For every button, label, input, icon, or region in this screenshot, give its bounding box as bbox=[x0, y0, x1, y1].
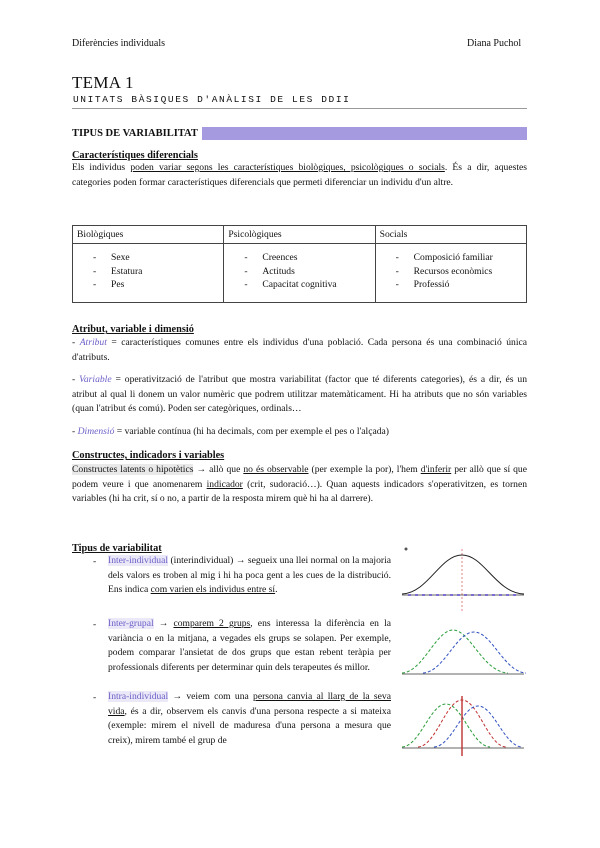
text: = operativització de l'atribut que mostra variabilitat (factor que té diferents categories), és a dir, és un atribut al qual li donem un valor numèric que podrem utilitzar matemàticament. Hi ha atributs que no són variables (quan l'atribut és comú). Poden ser categòriques, ordinals… bbox=[72, 374, 528, 414]
list-item: - Pes bbox=[77, 278, 219, 292]
text: → allò que bbox=[193, 464, 244, 475]
figure-curve-group-a bbox=[402, 630, 508, 673]
figure-curve bbox=[402, 555, 524, 594]
text-underlined: no és observable bbox=[243, 464, 309, 475]
table-cell bbox=[73, 244, 224, 303]
text: per allò que sí que podem veure i que anomenarem bbox=[72, 464, 527, 490]
table-cell bbox=[224, 244, 375, 303]
page-subtitle: UNITATS BÀSIQUES D'ANÀLISI DE LES DDII bbox=[73, 94, 351, 105]
term-intra-individual: Intra-individual bbox=[108, 691, 169, 702]
heading-atribut: Atribut, variable i dimensió bbox=[72, 324, 194, 335]
bullet-intergrupal bbox=[108, 617, 391, 675]
text: (per exemple la por), l'hem bbox=[308, 464, 421, 475]
text-underlined: persona canvia al llarg de la seva vida bbox=[108, 691, 391, 717]
section-band bbox=[72, 127, 527, 140]
text-underlined: indicador bbox=[206, 478, 243, 490]
categories-table bbox=[72, 225, 527, 303]
figure-curve-1 bbox=[402, 704, 490, 747]
heading-constructes: Constructes, indicadors i variables bbox=[72, 450, 225, 461]
term-atribut: Atribut bbox=[79, 337, 107, 348]
text: = característiques comunes entre els individus d'una població. Cada persona és una combinació única d'atributs. bbox=[72, 337, 528, 363]
two-groups-figure bbox=[398, 622, 528, 682]
text-underlined: comparem 2 grups bbox=[173, 618, 251, 629]
text-highlight: Constructes latents o hipotètics bbox=[72, 464, 194, 475]
text: (crit, sudoració…). Quan aquests indicadors s'operativitzen, es tornen variables (hi ha crit, sí o no, a partir de la resposta mirem què hi ha al darrere). bbox=[72, 478, 528, 504]
text: , és a dir, observem els canvis d'una persona respecte a si mateixa (exemple: mirem el nivell de maduresa d'una persona a mesura que creix), mirem també el grup de bbox=[108, 705, 391, 746]
text: → veiem com una bbox=[168, 691, 254, 702]
paragraph-caracteristiques bbox=[72, 161, 527, 190]
term-variable: Variable bbox=[79, 374, 112, 385]
list-item: - Capacitat cognitiva bbox=[228, 278, 370, 292]
text-underlined: poden variar segons les característiques biològiques, psicològiques o socials bbox=[130, 162, 445, 173]
list-item: - Creences bbox=[228, 251, 370, 265]
term-inter-grupal: Inter-grupal bbox=[108, 618, 154, 629]
text: → bbox=[153, 618, 174, 629]
title-divider bbox=[72, 108, 527, 109]
list-item: - Actituds bbox=[228, 265, 370, 279]
table-cell bbox=[375, 244, 526, 303]
text-underlined: d'inferir bbox=[420, 464, 452, 475]
heading-tipus: Tipus de variabilitat bbox=[72, 543, 162, 554]
figure-dot bbox=[405, 548, 408, 551]
text: (interindividual) → segueix una llei normal on la majoria dels valors es troben al mig i hi ha poca gent a les cues de la distribució. Ens indica bbox=[108, 555, 391, 595]
bullet-interindividual bbox=[108, 554, 391, 598]
list-item: - Professió bbox=[380, 278, 522, 292]
list-item: - Estatura bbox=[77, 265, 219, 279]
heading-caracteristiques: Característiques diferencials bbox=[72, 150, 198, 161]
term-inter-individual: Inter-individual bbox=[108, 555, 169, 566]
normal-distribution-figure bbox=[398, 543, 528, 618]
text: , ens interessa la diferència en la variància o en la mitjana, a vegades els grups se solapen. Per exemple, podem comparar l'ansietat de dos grups que estan rebent teràpia per professionals diferents per determinar quin dels terapeutes és millor. bbox=[108, 618, 391, 673]
header-course: Diferències individuals bbox=[72, 38, 166, 49]
list-item: - Composició familiar bbox=[380, 251, 522, 265]
text: . És a dir, aquestes categories poden formar característiques diferencials que permeti diferenciar un individu d'un altre. bbox=[72, 162, 527, 188]
term-dimensio: Dimensió bbox=[77, 425, 115, 437]
text-underlined: com varien els individus entre sí bbox=[150, 584, 276, 595]
bullet-dash: - bbox=[93, 556, 97, 567]
intraindividual-figure bbox=[398, 690, 528, 760]
header-author: Diana Puchol bbox=[467, 38, 522, 49]
text: . bbox=[275, 584, 278, 595]
bullet-dash: - bbox=[93, 619, 97, 630]
text: = variable contínua (hi ha decimals, com per exemple el pes o l'alçada) bbox=[114, 425, 389, 437]
list-item: - Sexe bbox=[77, 251, 219, 265]
text: Els individus bbox=[72, 162, 131, 173]
page-title: TEMA 1 bbox=[72, 73, 134, 92]
list-item: - Recursos econòmics bbox=[380, 265, 522, 279]
paragraph-constructes bbox=[72, 463, 527, 507]
bullet-intraindividual bbox=[108, 690, 391, 748]
bullet-dash: - bbox=[93, 692, 97, 703]
table-header: Psicològiques bbox=[224, 226, 375, 244]
section-title: TIPUS DE VARIABILITAT bbox=[72, 127, 202, 140]
table-header: Socials bbox=[375, 226, 526, 244]
figure-curve-group-b bbox=[423, 632, 526, 673]
table-header: Biològiques bbox=[73, 226, 224, 244]
paragraph-atribut: - Atribut = característiques comunes entre els individus d'una població. Cada persona és una combinació única d'atributs. - Variable = operativització de l'atribut que mostra variabilitat (factor que té diferents categories), és a dir, és un atribut al qual li donem un valor numèric que podrem utilitzar matemàticament. Hi ha atributs que no són variables (quan l'atribut és comú). Poden ser categòriques, ordinals… - Dimensió = variable contínua (hi ha decimals, com per exemple el pes o l'alçada) bbox=[72, 337, 528, 437]
